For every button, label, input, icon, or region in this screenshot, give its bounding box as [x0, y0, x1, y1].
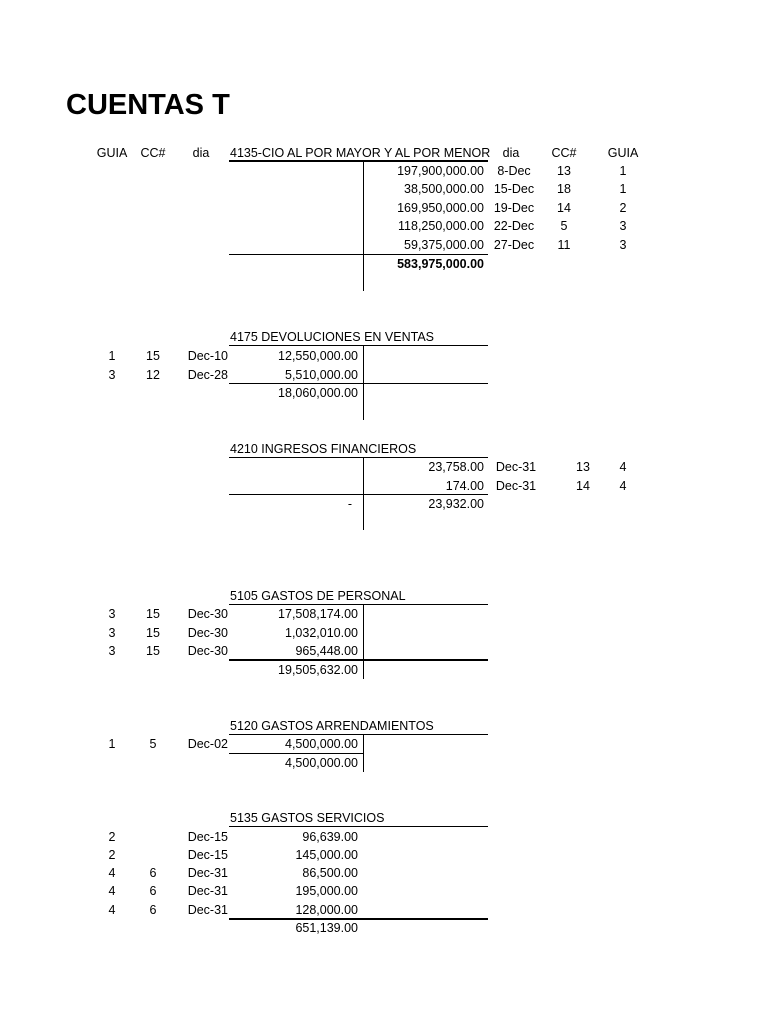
- debit-dia: Dec-30: [187, 644, 228, 658]
- account-center-rule: [363, 161, 364, 291]
- account-title: 4135-CIO AL POR MAYOR Y AL POR MENOR: [230, 146, 491, 160]
- credit-total: 23,932.00: [428, 497, 484, 511]
- guia-header-right: GUIA: [607, 146, 639, 160]
- credit-amount: 118,250,000.00: [398, 219, 484, 233]
- debit-guia: 4: [108, 884, 116, 898]
- account-title: 4175 DEVOLUCIONES EN VENTAS: [230, 330, 435, 344]
- credit-guia: 2: [619, 201, 627, 215]
- debit-guia: 4: [108, 866, 116, 880]
- credit-cc: 13: [557, 164, 571, 178]
- debit-total: -: [347, 497, 352, 511]
- debit-dia: Dec-30: [187, 626, 228, 640]
- debit-cc: 15: [146, 644, 160, 658]
- account-title: 4210 INGRESOS FINANCIEROS: [230, 442, 417, 456]
- account-title: 5120 GASTOS ARRENDAMIENTOS: [230, 719, 434, 733]
- account-total-rule: [229, 659, 488, 661]
- credit-cc: 5: [560, 219, 568, 233]
- credit-dia: Dec-31: [495, 460, 537, 474]
- guia-header-left: GUIA: [96, 146, 128, 160]
- account-top-rule: [229, 457, 488, 458]
- debit-amount: 5,510,000.00: [285, 368, 358, 382]
- debit-total: 19,505,632.00: [278, 663, 358, 677]
- debit-amount: 1,032,010.00: [285, 626, 358, 640]
- debit-cc: 12: [146, 368, 160, 382]
- credit-cc: 13: [576, 460, 590, 474]
- debit-dia: Dec-02: [187, 737, 228, 751]
- credit-dia: 8-Dec: [497, 164, 531, 178]
- account-total-rule: [229, 383, 488, 384]
- debit-amount: 128,000.00: [295, 903, 358, 917]
- debit-dia: Dec-31: [187, 884, 228, 898]
- credit-cc: 14: [576, 479, 590, 493]
- account-total-rule: [229, 753, 363, 754]
- debit-cc: 6: [149, 866, 157, 880]
- credit-total: 583,975,000.00: [397, 257, 484, 271]
- credit-guia: 3: [619, 238, 627, 252]
- credit-dia: 15-Dec: [493, 182, 535, 196]
- debit-amount: 4,500,000.00: [285, 737, 358, 751]
- debit-guia: 3: [108, 607, 116, 621]
- debit-total: 4,500,000.00: [285, 756, 358, 770]
- debit-dia: Dec-30: [187, 607, 228, 621]
- debit-amount: 12,550,000.00: [278, 349, 358, 363]
- debit-amount: 195,000.00: [295, 884, 358, 898]
- debit-dia: Dec-10: [187, 349, 228, 363]
- credit-guia: 1: [619, 182, 627, 196]
- page-title: CUENTAS T: [66, 89, 230, 121]
- debit-amount: 96,639.00: [302, 830, 358, 844]
- debit-dia: Dec-15: [187, 830, 228, 844]
- account-top-rule: [229, 734, 488, 735]
- account-top-rule: [229, 604, 488, 605]
- account-title: 5105 GASTOS DE PERSONAL: [230, 589, 406, 603]
- credit-dia: 27-Dec: [493, 238, 535, 252]
- account-title: 5135 GASTOS SERVICIOS: [230, 811, 385, 825]
- credit-amount: 59,375,000.00: [404, 238, 484, 252]
- credit-amount: 174.00: [445, 479, 484, 493]
- debit-guia: 3: [108, 368, 116, 382]
- debit-cc: 15: [146, 349, 160, 363]
- debit-guia: 2: [108, 848, 116, 862]
- debit-total: 651,139.00: [295, 921, 358, 935]
- credit-guia: 4: [619, 460, 627, 474]
- debit-cc: 6: [149, 884, 157, 898]
- debit-cc: 15: [146, 626, 160, 640]
- debit-guia: 1: [108, 737, 116, 751]
- cc-header-right: CC#: [551, 146, 577, 160]
- dia-header-right: dia: [502, 146, 520, 160]
- debit-total: 18,060,000.00: [278, 386, 358, 400]
- credit-cc: 14: [557, 201, 571, 215]
- account-top-rule: [229, 345, 488, 346]
- debit-amount: 86,500.00: [302, 866, 358, 880]
- debit-amount: 145,000.00: [295, 848, 358, 862]
- debit-guia: 2: [108, 830, 116, 844]
- credit-amount: 197,900,000.00: [397, 164, 484, 178]
- credit-guia: 3: [619, 219, 627, 233]
- debit-amount: 17,508,174.00: [278, 607, 358, 621]
- credit-cc: 11: [557, 238, 571, 252]
- credit-amount: 38,500,000.00: [404, 182, 484, 196]
- debit-cc: 5: [149, 737, 157, 751]
- credit-dia: 22-Dec: [493, 219, 535, 233]
- debit-cc: 6: [149, 903, 157, 917]
- credit-dia: 19-Dec: [493, 201, 535, 215]
- credit-amount: 169,950,000.00: [397, 201, 484, 215]
- credit-guia: 4: [619, 479, 627, 493]
- account-top-rule: [229, 160, 488, 162]
- credit-cc: 18: [557, 182, 571, 196]
- debit-dia: Dec-15: [187, 848, 228, 862]
- account-total-rule: [229, 254, 488, 255]
- account-center-rule: [363, 605, 364, 679]
- debit-guia: 3: [108, 626, 116, 640]
- debit-cc: 15: [146, 607, 160, 621]
- debit-guia: 1: [108, 349, 116, 363]
- account-top-rule: [229, 826, 488, 827]
- credit-amount: 23,758.00: [428, 460, 484, 474]
- debit-guia: 4: [108, 903, 116, 917]
- debit-dia: Dec-28: [187, 368, 228, 382]
- debit-dia: Dec-31: [187, 903, 228, 917]
- account-total-rule: [229, 494, 488, 495]
- dia-header-left: dia: [192, 146, 210, 160]
- debit-guia: 3: [108, 644, 116, 658]
- debit-dia: Dec-31: [187, 866, 228, 880]
- debit-amount: 965,448.00: [295, 644, 358, 658]
- cc-header-left: CC#: [140, 146, 166, 160]
- credit-guia: 1: [619, 164, 627, 178]
- credit-dia: Dec-31: [495, 479, 537, 493]
- account-center-rule: [363, 735, 364, 772]
